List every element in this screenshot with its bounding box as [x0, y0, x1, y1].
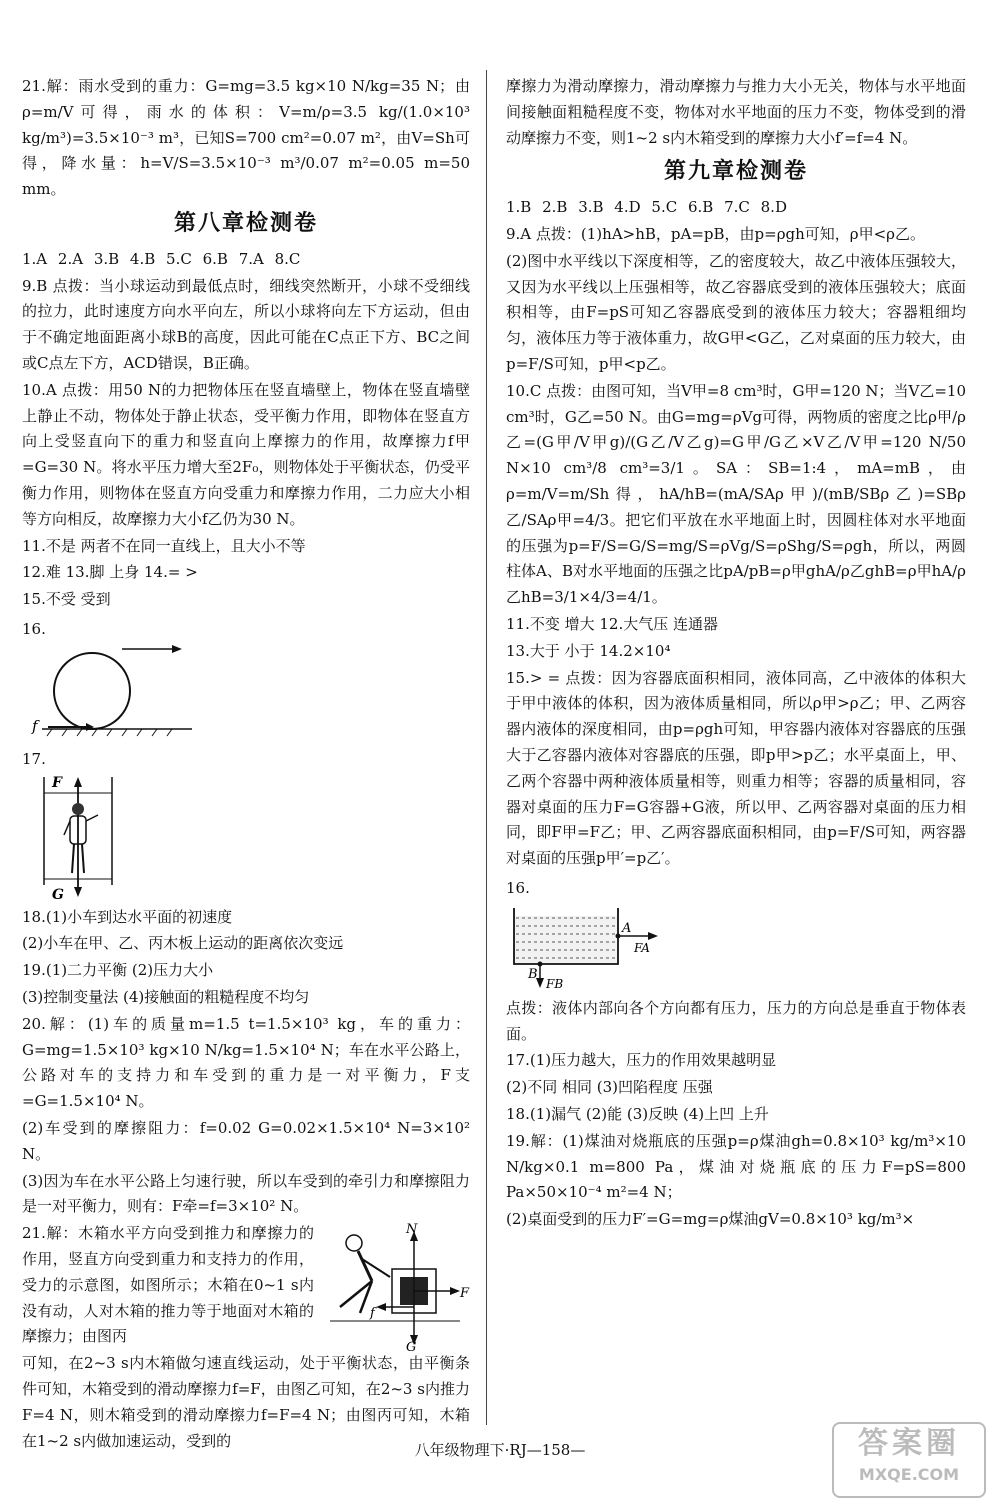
ch8-q11: 11.不是 两者不在同一直线上，且大小不等: [22, 536, 306, 555]
watermark-url: MXQE.COM: [858, 1465, 960, 1484]
watermark-logo: [832, 1422, 986, 1498]
ch8-q18-1: 18.(1)小车到达水平面的初速度: [22, 907, 233, 926]
liquid-container-diagram: [506, 902, 706, 992]
ch8-q15: 15.不受 受到: [22, 590, 111, 609]
page-footer: 八年级物理下·RJ—158—: [414, 1441, 586, 1459]
ch9-q19-1: 19.解：(1)煤油对烧瓶底的压强p=ρ煤油gh=0.8×10³ kg/m³×10 N/kg×0.1 m=800 Pa，煤油对烧瓶底的压力F=pS=800 Pa×50×10⁻⁴ m²=4 N；: [506, 1131, 966, 1202]
point-B-label: B: [528, 966, 538, 982]
ch9-q17-1: 17.(1)压力越大，压力的作用效果越明显: [506, 1051, 777, 1070]
ch8-q16-figure: [22, 617, 470, 743]
ch8-mcq-answers: 1.A 2.A 3.B 4.B 5.C 6.B 7.A 8.C: [22, 249, 301, 268]
left-column: [22, 74, 470, 1455]
ch8-q20-1: 20.解：(1)车的质量m=1.5 t=1.5×10³ kg，车的重力：G=mg=1.5×10³ kg×10 N/kg=1.5×10⁴ N；车在水平公路上，公路对车的支持力和车受到的重力是一对平衡力，F支=G=1.5×10⁴ N。: [22, 1014, 470, 1111]
right-column: [506, 74, 966, 1234]
ch8-q19-2: (3)控制变量法 (4)接触面的粗糙程度不均匀: [22, 987, 310, 1006]
ch8-q19-1: 19.(1)二力平衡 (2)压力大小: [22, 961, 214, 980]
pushbox-G-label: G: [406, 1340, 417, 1352]
pushbox-N-label: N: [406, 1222, 418, 1238]
ch9-q11-12: 11.不变 增大 12.大气压 连通器: [506, 614, 719, 633]
ch9-q19-2: (2)桌面受到的压力F′=G=mg=ρ煤油gV=0.8×10³ kg/m³×: [506, 1210, 915, 1229]
friction-label: f: [32, 716, 38, 735]
ch9-q10: 10.C 点拨：由图可知，当V甲=8 cm³时，G甲=120 N；当V乙=10 cm³时，G乙=50 N。由G=mg=ρVg可得，两物质的密度之比ρ甲/ρ乙=(G甲/V甲g)/(G乙/V乙g)=G甲/G乙×V乙/V甲=120 N/50 N×10 cm³/8 cm³=3/1。SA：SB=1:4，mA=mB，由ρ=m/V=m/Sh得，hA/hB=(mA/SAρ甲)/(mB/SBρ乙)=SBρ乙/SAρ甲=4/3。把它们平放在水平地面上时，因圆柱体对水平地面的压强为p=F/S=G/S=mg/S=ρVg/S=ρShg/S=ρgh，所以，两圆柱体A、B对水平地面的压强之比pA/pB=ρ甲ghA/ρ乙ghB=ρ甲hA/ρ乙hB=3/1×4/3=4/1。: [506, 381, 967, 607]
force-F-label: F: [52, 774, 62, 791]
ch8-q18-2: (2)小车在甲、乙、丙木板上运动的距离依次变远: [22, 934, 344, 953]
ch9-mcq-answers: 1.B 2.B 3.B 4.D 5.C 6.B 7.C 8.D: [506, 198, 787, 217]
ch8-q17-label: 17.: [22, 749, 46, 768]
ch8-q17-figure: [22, 747, 470, 901]
ch8-q20-2: (2)车受到的摩擦阻力：f=0.02 G=0.02×1.5×10⁴ N=3×10² N。: [22, 1118, 470, 1163]
chapter8-title: 第八章检测卷: [173, 210, 318, 236]
ch9-q17-2: (2)不同 相同 (3)凹陷程度 压强: [506, 1078, 713, 1097]
pushing-box-diagram: [320, 1221, 470, 1351]
pushbox-F-label: F: [460, 1286, 470, 1302]
force-G-label: G: [52, 886, 64, 901]
pushbox-f-label: f: [370, 1306, 375, 1322]
ch8-q12-14: 12.难 13.脚 上身 14.= >: [22, 563, 198, 582]
ch9-q9-2: (2)图中水平线以下深度相等，乙的密度较大，故乙中液体压强较大，又因为水平线以上压强相等，故乙容器底受到的液体压强较大；底面积相等，由F=pS可知乙容器底受到的液体压力较大；容器粗细均匀，液体压力等于液体重力，故G甲<G乙，乙对桌面的压力较大，由p=F/S可知，p甲<p乙。: [506, 251, 966, 373]
ch8-q21-end: 摩擦力为滑动摩擦力，滑动摩擦力与推力大小无关，物体与水平地面间接触面粗糙程度不变，物体对水平地面的压力不变，物体受到的滑动摩擦力不变，则1~2 s内木箱受到的摩擦力大小f′=f=4 N。: [506, 77, 966, 147]
ch9-q9-1: 9.A 点拨：(1)hA>hB，pA=pB，由p=ρgh可知，ρ甲<ρ乙。: [506, 225, 925, 244]
ch9-q18: 18.(1)漏气 (2)能 (3)反映 (4)上凹 上升: [506, 1104, 769, 1123]
chapter9-title: 第九章检测卷: [663, 159, 808, 185]
watermark-text: 答案圈: [858, 1426, 960, 1461]
ch9-q15: 15.> = 点拨：因为容器底面积相同，液体同高，乙中液体的体积大于甲中液体的体积，因为液体质量相同，所以ρ甲>ρ乙；甲、乙两容器内液体的深度相同，由p=ρgh可知，甲容器内液体对容器底的压强大于乙容器内液体对容器底的压强，即p甲>p乙；水平桌面上，甲、乙两个容器中两种液体质量相等，则重力相等；容器的质量相同，容器对桌面的压力F=G容器+G液，所以甲、乙两容器对桌面的压力相同，即F甲=F乙；甲、乙两容器底面积相同，由p=F/S可知，两容器对桌面的压强p甲′=p乙′。: [506, 668, 966, 868]
ch8-q21-block: [22, 1221, 470, 1351]
ch8-q21-text: 21.解：木箱水平方向受到推力和摩擦力的作用，竖直方向受到重力和支持力的作用，受力的示意图，如图所示；木箱在0~1 s内没有动，人对木箱的推力等于地面对木箱的摩擦力；由图丙: [22, 1224, 314, 1346]
rolling-ball-diagram: [22, 643, 222, 743]
climbing-person-diagram: [22, 773, 142, 901]
force-FB-label: FB: [546, 976, 564, 991]
force-FA-label: FA: [634, 940, 650, 955]
ch8-q9: 9.B 点拨：当小球运动到最低点时，细线突然断开，小球不受细线的拉力，此时速度方向水平向左，所以小球将向左下方运动，但由于不确定地面距离小球B的高度，因此可能在C点正下方、BC之间或C点左下方，ACD错误，B正确。: [22, 276, 470, 372]
ch9-q13-14: 13.大于 小于 14.2×10⁴: [506, 641, 671, 660]
ch9-q16-figure: [506, 876, 966, 992]
ch9-q16-label: 16.: [506, 878, 530, 897]
ch8-q10: 10.A 点拨：用50 N的力把物体压在竖直墙壁上，物体在竖直墙壁上静止不动，物体处于静止状态，受平衡力作用，即物体在竖直方向上受竖直向下的重力和竖直向上摩擦力的作用，故摩擦力f甲=G=30 N。将水平压力增大至2F₀，则物体处于平衡状态，仍受平衡力作用，则物体在竖直方向受重力和摩擦力作用，二力应大小相等方向相反，故摩擦力大小f乙仍为30 N。: [22, 380, 470, 528]
column-divider: [486, 70, 487, 1425]
ch8-q16-label: 16.: [22, 619, 46, 638]
ch9-q16-note: 点拨：液体内部向各个方向都有压力，压力的方向总是垂直于物体表面。: [506, 998, 966, 1043]
ch8-q21-cont: 可知，在2~3 s内木箱做匀速直线运动，处于平衡状态，由平衡条件可知，木箱受到的滑动摩擦力f=F，由图乙可知，在2~3 s内推力F=4 N，则木箱受到的滑动摩擦力f=F=4 N；由图丙可知，木箱在1~2 s内做加速运动，受到的: [22, 1354, 470, 1450]
ch8-q20-3: (3)因为车在水平公路上匀速行驶，所以车受到的牵引力和摩擦阻力是一对平衡力，则有：F牵=f=3×10² N。: [22, 1171, 470, 1216]
point-A-label: A: [622, 920, 632, 936]
q21-answer: 21.解：雨水受到的重力：G=mg=3.5 kg×10 N/kg=35 N；由ρ=m/V可得，雨水的体积：V=m/ρ=3.5 kg/(1.0×10³ kg/m³)=3.5×10⁻³ m³，已知S=700 cm²=0.07 m²，由V=Sh可得，降水量：h=V/S=3.5×10⁻³ m³/0.07 m²=0.05 m=50 mm。: [22, 77, 470, 199]
